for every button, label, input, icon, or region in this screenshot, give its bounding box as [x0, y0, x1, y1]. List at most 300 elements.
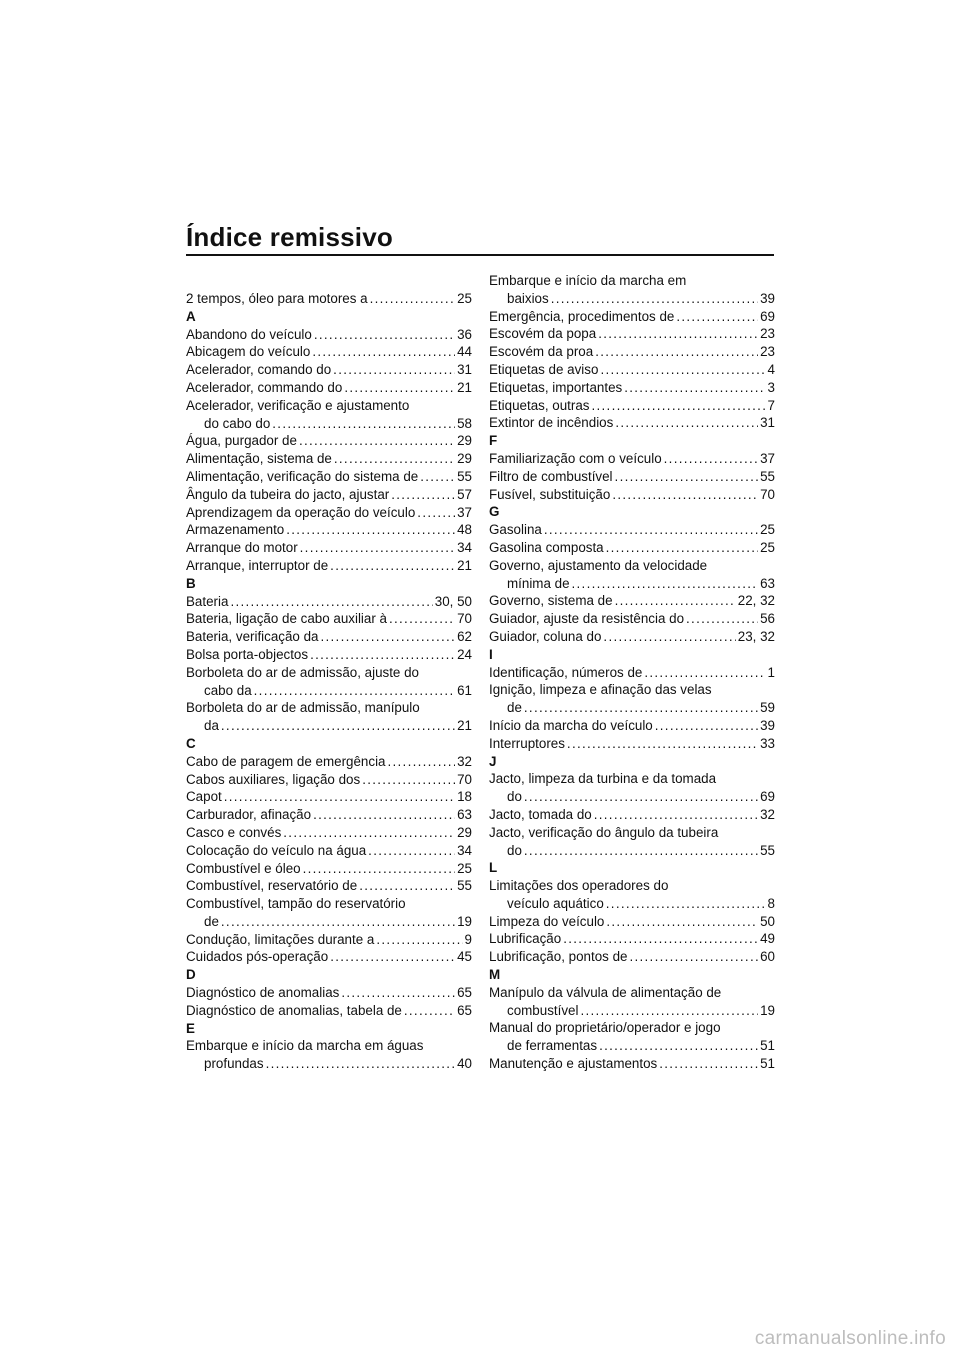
dot-leader [321, 628, 456, 646]
index-entry-term: da [204, 718, 219, 734]
index-entry-page: 33 [760, 735, 775, 751]
dot-leader [629, 948, 758, 966]
dot-leader [334, 450, 455, 468]
dot-leader [524, 699, 758, 717]
dot-leader [664, 450, 758, 468]
index-entry-page: 21 [457, 718, 472, 734]
dot-leader [312, 343, 455, 361]
index-entry-term: Jacto, tomada do [489, 806, 592, 822]
index-entry-term: Identificação, números de [489, 664, 643, 680]
index-entry-page: 45 [457, 949, 472, 965]
index-entry-page: 23, 32 [737, 628, 775, 644]
index-entry [186, 948, 472, 966]
dot-leader [344, 379, 455, 397]
index-entry-term: Jacto, verificação do ângulo da tubeira [489, 824, 719, 840]
dot-leader [310, 646, 455, 664]
dot-leader [606, 895, 766, 913]
dot-leader [563, 930, 758, 948]
index-entry-page: 49 [760, 931, 775, 947]
index-entry [489, 557, 775, 575]
index-entry [489, 468, 775, 486]
index-entry-term: Escovém da proa [489, 344, 594, 360]
watermark: carmanualsonline.info [754, 1328, 946, 1349]
index-entry-page: 21 [457, 557, 472, 573]
index-entry-term: Fusível, substituição [489, 486, 611, 502]
index-entry [186, 842, 472, 860]
index-entry-term: Diagnóstico de anomalias, tabela de [186, 1002, 402, 1018]
index-entry-page: 7 [767, 397, 775, 413]
index-section-letter: M [489, 967, 501, 983]
index-entry [186, 486, 472, 504]
index-entry-term: Cabo de paragem de emergência [186, 753, 386, 769]
dot-leader [659, 1055, 758, 1073]
index-entry-term: Início da marcha do veículo [489, 717, 653, 733]
index-entry [186, 860, 472, 878]
index-entry [186, 326, 472, 344]
index-entry-page: 24 [457, 646, 472, 662]
index-section-letter: A [186, 308, 196, 324]
index-entry-term: Ângulo da tubeira do jacto, ajustar [186, 486, 390, 502]
index-entry [489, 948, 775, 966]
index-entry [489, 290, 775, 308]
dot-leader [603, 628, 735, 646]
dot-leader [313, 806, 455, 824]
index-entry-page: 29 [457, 451, 472, 467]
dot-leader [330, 557, 455, 575]
index-entry [489, 575, 775, 593]
index-entry-term: de [204, 913, 219, 929]
index-entry [489, 735, 775, 753]
dot-leader [592, 397, 766, 415]
index-entry [186, 682, 472, 700]
dot-leader [333, 361, 455, 379]
index-entry-term: Borboleta do ar de admissão, manípulo [186, 700, 420, 716]
index-entry-term: Embarque e início da marcha em águas [186, 1038, 424, 1054]
index-entry-term: Etiquetas, importantes [489, 379, 623, 395]
index-entry-page: 50 [760, 913, 775, 929]
index-entry-term: Abicagem do veículo [186, 344, 311, 360]
index-column-left [186, 290, 472, 1073]
index-entry-page: 70 [760, 486, 775, 502]
dot-leader [544, 521, 758, 539]
index-entry-term: Manutenção e ajustamentos [489, 1056, 658, 1072]
index-entry-term: Combustível e óleo [186, 860, 301, 876]
index-entry [489, 308, 775, 326]
dot-leader [370, 290, 455, 308]
index-entry [186, 432, 472, 450]
index-entry-page: 22, 32 [737, 593, 775, 609]
index-entry-page: 1 [767, 664, 775, 680]
dot-leader [524, 842, 758, 860]
index-entry-term: Lubrificação, pontos de [489, 949, 628, 965]
index-entry-page: 57 [457, 486, 472, 502]
dot-leader [598, 325, 758, 343]
dot-leader [388, 753, 456, 771]
index-entry-page: 31 [457, 362, 472, 378]
dot-leader [612, 486, 758, 504]
index-entry-term: Etiquetas de aviso [489, 361, 599, 377]
index-column-right [489, 272, 775, 1073]
index-entry-page: 18 [457, 789, 472, 805]
dot-leader [368, 842, 455, 860]
dot-leader [283, 824, 455, 842]
dot-leader [655, 717, 758, 735]
index-entry-term: Etiquetas, outras [489, 397, 590, 413]
index-section-letter: C [186, 735, 196, 751]
index-entry-page: 60 [760, 949, 775, 965]
dot-leader [359, 877, 455, 895]
index-entry-term: Governo, ajustamento da velocidade [489, 557, 708, 573]
dot-leader [221, 717, 455, 735]
index-entry [489, 842, 775, 860]
index-section-letter: D [186, 967, 196, 983]
index-entry [489, 343, 775, 361]
index-section-letter: G [489, 504, 500, 520]
index-entry [186, 699, 472, 717]
index-entry [186, 468, 472, 486]
index-entry [186, 753, 472, 771]
index-entry [489, 486, 775, 504]
dot-leader [272, 415, 455, 433]
index-entry-page: 37 [457, 504, 472, 520]
index-entry [186, 877, 472, 895]
index-entry-term: do [507, 842, 522, 858]
index-entry-term: profundas [204, 1056, 264, 1072]
index-entry [186, 521, 472, 539]
dot-leader [391, 486, 455, 504]
index-entry [186, 450, 472, 468]
index-entry [186, 593, 472, 611]
index-entry [186, 415, 472, 433]
index-entry [186, 504, 472, 522]
index-entry-term: Cuidados pós-operação [186, 949, 329, 965]
dot-leader [567, 735, 758, 753]
index-entry [186, 557, 472, 575]
dot-leader [362, 771, 455, 789]
index-entry-term: Acelerador, comando do [186, 362, 332, 378]
dot-leader [599, 1037, 758, 1055]
index-entry-page: 55 [457, 468, 472, 484]
dot-leader [341, 984, 455, 1002]
dot-leader [266, 1055, 456, 1073]
index-entry [489, 699, 775, 717]
index-entry-term: Familiarização com o veículo [489, 450, 662, 466]
dot-leader [376, 931, 462, 949]
index-entry-page: 65 [457, 985, 472, 1001]
index-entry-page: 69 [760, 308, 775, 324]
index-entry-page: 51 [760, 1056, 775, 1072]
index-entry-page: 55 [457, 878, 472, 894]
index-entry-term: Acelerador, commando do [186, 379, 343, 395]
index-entry-page: 39 [760, 717, 775, 733]
index-entry-term: Emergência, procedimentos de [489, 308, 675, 324]
index-entry-page: 32 [760, 806, 775, 822]
dot-leader [417, 504, 455, 522]
index-entry-term: Embarque e início da marcha em [489, 273, 687, 288]
dot-leader [676, 308, 758, 326]
index-entry [489, 1055, 775, 1073]
index-entry [489, 450, 775, 468]
index-entry [489, 379, 775, 397]
index-entry-page: 29 [457, 433, 472, 449]
index-entry [489, 539, 775, 557]
index-entry-term: Borboleta do ar de admissão, ajuste do [186, 664, 419, 680]
index-entry [186, 610, 472, 628]
index-entry [186, 824, 472, 842]
dot-leader [606, 913, 758, 931]
index-entry [489, 610, 775, 628]
index-entry [186, 361, 472, 379]
index-entry-page: 8 [767, 895, 775, 911]
index-entry-term: 2 tempos, óleo para motores a [186, 291, 368, 306]
index-entry [186, 895, 472, 913]
index-entry [489, 895, 775, 913]
index-entry-page: 32 [457, 753, 472, 769]
dot-leader [300, 539, 455, 557]
index-entry [186, 539, 472, 557]
index-entry-page: 25 [457, 860, 472, 876]
index-entry [186, 664, 472, 682]
index-entry-term: Casco e convés [186, 824, 282, 840]
index-entry-page: 51 [760, 1038, 775, 1054]
dot-leader [615, 468, 759, 486]
index-entry-page: 65 [457, 1002, 472, 1018]
index-entry-term: Gasolina [489, 522, 542, 538]
index-entry-page: 34 [457, 540, 472, 556]
index-entry-term: Abandono do veículo [186, 326, 312, 342]
index-entry-term: Bateria [186, 593, 229, 609]
index-entry-page: 21 [457, 379, 472, 395]
index-entry [489, 913, 775, 931]
index-entry-term: de ferramentas [507, 1038, 598, 1054]
index-entry [489, 272, 775, 290]
index-entry-term: Capot [186, 789, 222, 805]
index-entry-page: 63 [457, 807, 472, 823]
index-entry [489, 325, 775, 343]
index-entry-term: Guiador, ajuste da resistência do [489, 611, 685, 627]
dot-leader [299, 432, 455, 450]
index-entry-term: do [507, 789, 522, 805]
index-entry-term: Interruptores [489, 735, 565, 751]
index-entry-page: 63 [760, 575, 775, 591]
dot-leader [221, 913, 455, 931]
index-entry-page: 55 [760, 468, 775, 484]
index-entry-term: Limpeza do veículo [489, 913, 605, 929]
index-entry-page: 4 [767, 361, 775, 377]
index-entry-term: Filtro de combustível [489, 468, 613, 484]
index-entry [186, 913, 472, 931]
index-entry-page: 31 [760, 415, 775, 431]
index-entry-term: Guiador, coluna do [489, 628, 602, 644]
index-entry [186, 343, 472, 361]
dot-leader [615, 414, 758, 432]
index-entry-term: mínima de [507, 575, 570, 591]
index-entry [186, 931, 472, 949]
index-entry-page: 44 [457, 344, 472, 360]
index-entry [186, 717, 472, 735]
index-entry [186, 379, 472, 397]
index-entry-term: Bolsa porta-objectos [186, 646, 309, 662]
index-entry [186, 771, 472, 789]
index-entry-page: 61 [457, 682, 472, 698]
index-entry-page: 23 [760, 326, 775, 342]
index-section-letter: B [186, 575, 196, 591]
index-entry-term: Lubrificação [489, 931, 562, 947]
index-entry [489, 877, 775, 895]
index-entry [489, 770, 775, 788]
index-entry-term: Carburador, afinação [186, 807, 312, 823]
index-entry-page: 40 [457, 1056, 472, 1072]
index-entry-term: do cabo do [204, 415, 271, 431]
index-entry-page: 9 [464, 931, 472, 947]
index-entry-page: 56 [760, 611, 775, 627]
index-section-letter: E [186, 1020, 195, 1036]
index-entry-term: Alimentação, sistema de [186, 451, 332, 467]
dot-leader [286, 521, 455, 539]
index-section-letter: I [489, 646, 493, 662]
index-entry-term: Acelerador, verificação e ajustamento [186, 397, 410, 413]
index-entry-page: 19 [760, 1002, 775, 1018]
index-entry-page: 23 [760, 344, 775, 360]
index-entry [186, 628, 472, 646]
dot-leader [600, 361, 765, 379]
index-entry-term: Arranque do motor [186, 540, 298, 556]
index-section-letter: L [489, 860, 498, 876]
index-entry-page: 3 [767, 379, 775, 395]
index-entry [489, 1019, 775, 1037]
title-divider [186, 254, 774, 256]
index-entry-term: Armazenamento [186, 522, 285, 538]
index-entry-page: 34 [457, 842, 472, 858]
dot-leader [580, 1002, 758, 1020]
dot-leader [303, 860, 455, 878]
index-entry-page: 55 [760, 842, 775, 858]
index-entry-term: combustível [507, 1002, 579, 1018]
index-entry [489, 681, 775, 699]
page-title: Índice remissivo [186, 222, 393, 252]
index-entry-page: 30, 50 [434, 593, 472, 609]
index-entry [489, 397, 775, 415]
index-entry-page: 69 [760, 789, 775, 805]
index-entry-term: Aprendizagem da operação do veículo [186, 504, 416, 520]
index-section-letter: F [489, 433, 498, 449]
dot-leader [224, 788, 455, 806]
index-entry-page: 48 [457, 522, 472, 538]
index-entry-page: 19 [457, 913, 472, 929]
index-entry-term: Jacto, limpeza da turbina e da tomada [489, 771, 717, 787]
dot-leader [330, 948, 455, 966]
index-entry-term: Colocação do veículo na água [186, 842, 367, 858]
index-entry-term: Água, purgador de [186, 433, 297, 449]
index-entry-page: 62 [457, 629, 472, 645]
index-entry-term: Escovém da popa [489, 326, 597, 342]
index-entry-page: 29 [457, 824, 472, 840]
index-entry-term: cabo da [204, 682, 252, 698]
dot-leader [314, 326, 455, 344]
dot-leader [404, 1002, 455, 1020]
dot-leader [551, 290, 758, 308]
index-entry-term: de [507, 700, 522, 716]
index-entry-term: Manípulo da válvula de alimentação de [489, 984, 722, 1000]
index-entry [186, 397, 472, 415]
index-entry-term: Bateria, ligação de cabo auxiliar à [186, 611, 387, 627]
index-entry [489, 1037, 775, 1055]
dot-leader [686, 610, 758, 628]
dot-leader [230, 593, 432, 611]
index-entry-term: Limitações dos operadores do [489, 878, 669, 894]
index-entry-page: 25 [457, 291, 472, 306]
index-entry [489, 361, 775, 379]
index-entry-term: baixios [507, 290, 549, 306]
index-entry-page: 59 [760, 700, 775, 716]
index-entry [489, 717, 775, 735]
index-entry [489, 806, 775, 824]
index-entry [186, 984, 472, 1002]
dot-leader [420, 468, 455, 486]
index-entry [489, 414, 775, 432]
dot-leader [615, 592, 736, 610]
index-entry-page: 25 [760, 539, 775, 555]
index-entry [186, 646, 472, 664]
index-entry-page: 70 [457, 771, 472, 787]
index-entry [489, 788, 775, 806]
index-entry [186, 1037, 472, 1055]
dot-leader [524, 788, 758, 806]
index-entry-term: Condução, limitações durante a [186, 931, 375, 947]
index-entry [489, 930, 775, 948]
index-entry-page: 37 [760, 450, 775, 466]
index-entry [489, 521, 775, 539]
dot-leader [644, 664, 765, 682]
dot-leader [624, 379, 765, 397]
index-entry-term: Diagnóstico de anomalias [186, 985, 340, 1001]
index-entry [489, 664, 775, 682]
index-entry-page: 39 [760, 290, 775, 306]
index-entry [489, 628, 775, 646]
index-entry-page: 36 [457, 326, 472, 342]
index-entry [186, 1002, 472, 1020]
index-entry-term: Combustível, tampão do reservatório [186, 896, 406, 912]
index-entry [186, 806, 472, 824]
dot-leader [389, 610, 455, 628]
dot-leader [594, 806, 758, 824]
index-entry [186, 788, 472, 806]
index-entry-page: 58 [457, 415, 472, 431]
index-entry-term: Arranque, interruptor de [186, 557, 329, 573]
index-entry [186, 290, 472, 308]
index-entry-page: 25 [760, 522, 775, 538]
index-entry [186, 1055, 472, 1073]
index-entry-term: Alimentação, verificação do sistema de [186, 468, 419, 484]
index-entry-term: Extintor de incêndios [489, 415, 614, 431]
index-entry [489, 1002, 775, 1020]
index-entry-term: Ignição, limpeza e afinação das velas [489, 682, 712, 698]
index-entry-term: Governo, sistema de [489, 593, 613, 609]
index-entry-page: 70 [457, 611, 472, 627]
index-entry-term: Manual do proprietário/operador e jogo [489, 1020, 721, 1036]
dot-leader [572, 575, 759, 593]
index-entry [489, 824, 775, 842]
index-entry-term: Bateria, verificação da [186, 629, 319, 645]
dot-leader [606, 539, 758, 557]
index-section-letter: J [489, 753, 497, 769]
index-entry-term: Cabos auxiliares, ligação dos [186, 771, 361, 787]
dot-leader [254, 682, 455, 700]
index-entry [489, 984, 775, 1002]
index-entry-term: veículo aquático [507, 895, 604, 911]
index-entry [489, 592, 775, 610]
dot-leader [595, 343, 758, 361]
